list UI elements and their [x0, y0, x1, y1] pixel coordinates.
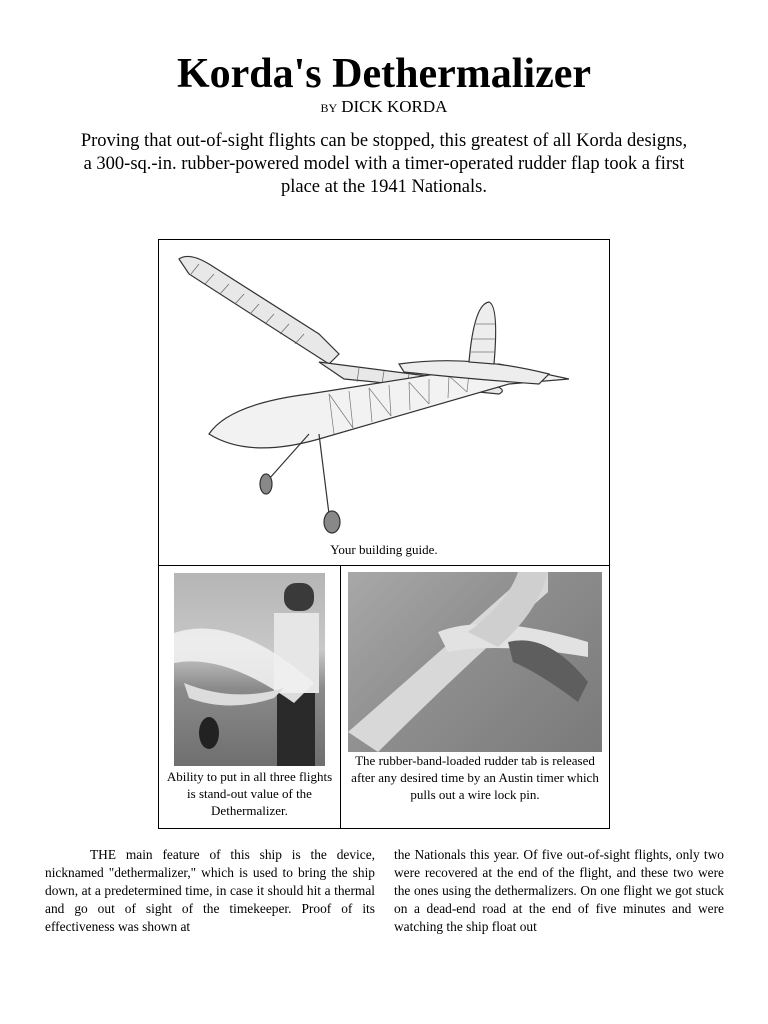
article-title: Korda's Dethermalizer — [176, 51, 592, 97]
right-photo-figure — [341, 566, 609, 828]
pilot-holding-model-photo — [174, 573, 325, 766]
right-photo-caption: The rubber-band-loaded rudder tab is released after any desired time by an Austin timer which pulls out a wire lock pin. — [351, 753, 599, 802]
byline — [0, 96, 768, 119]
byline-by: BY — [320, 101, 338, 115]
left-photo-figure — [159, 566, 341, 828]
figure-panel — [158, 239, 610, 829]
intro-paragraph: Proving that out-of-sight flights can be stopped, this greatest of all Korda designs, a 300-sq.-in. rubber-powered model with a timer-operated rudder flap took a first place at the 1941 Nationals. — [80, 131, 688, 197]
rudder-tab-closeup-photo — [348, 572, 602, 752]
byline-author: DICK KORDA — [341, 97, 448, 116]
body-column-right: the Nationals this year. Of five out-of-sight flights, only two were recovered at the end of the flight, and these two were the ones using the dethermalizers. On one flight we got stuck on a dead-end road at the end of five minutes and were watching the ship float out — [394, 847, 724, 934]
model-airplane-drawing — [169, 244, 599, 534]
main-figure-caption: Your building guide. — [330, 542, 438, 557]
body-column-left: THE main feature of this ship is the device, nicknamed "dethermalizer," which is used to bring the ship down, at a predetermined time, in case it should hit a thermal and go out of sight of the timekeeper. Proof of its effectiveness was shown at — [45, 847, 375, 934]
left-photo-caption: Ability to put in all three flights is stand-out value of the Dethermalizer. — [166, 769, 333, 818]
main-figure — [159, 240, 609, 566]
